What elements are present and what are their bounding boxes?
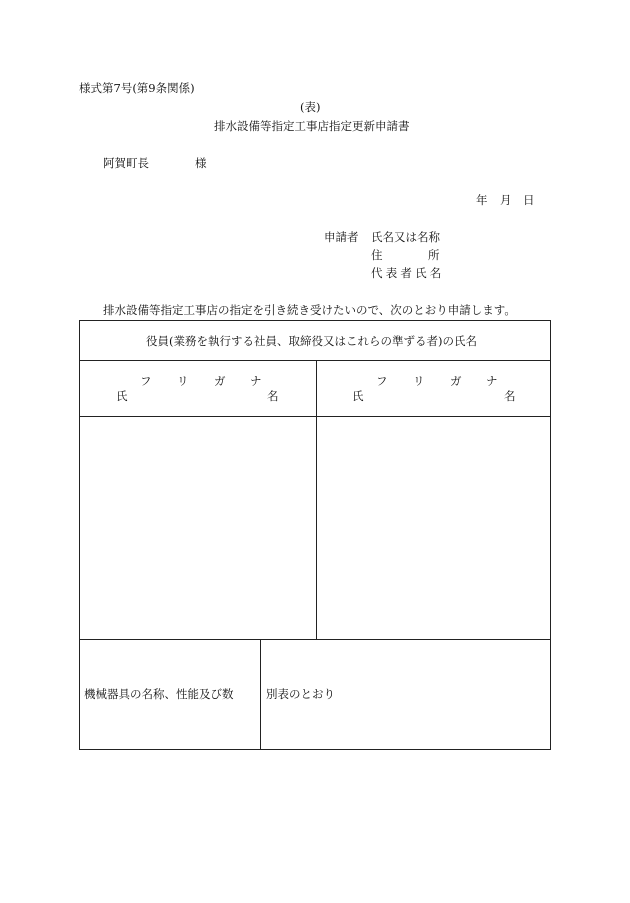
column-divider bbox=[260, 639, 261, 750]
name-label-left-2: 名 bbox=[267, 389, 279, 403]
furigana-label-left-4: ナ bbox=[250, 374, 262, 388]
furigana-label-right-4: ナ bbox=[486, 374, 498, 388]
furigana-label-right-3: ガ bbox=[450, 374, 462, 388]
statement: 排水設備等指定工事店の指定を引き続き受けたいので、次のとおり申請します。 bbox=[103, 303, 516, 317]
applicant-address-label-2: 所 bbox=[428, 248, 440, 262]
applicant-name-label: 氏名又は名称 bbox=[371, 230, 440, 244]
name-label-left-1: 氏 bbox=[116, 389, 128, 403]
furigana-label-left-1: フ bbox=[140, 374, 152, 388]
equipment-label: 機械器具の名称、性能及び数 bbox=[84, 687, 234, 701]
divider bbox=[80, 639, 550, 640]
applicant-representative-label: 代表者氏名 bbox=[371, 266, 445, 280]
name-label-right-1: 氏 bbox=[352, 389, 364, 403]
document-title: 排水設備等指定工事店指定更新申請書 bbox=[214, 119, 410, 133]
addressee-honorific: 様 bbox=[195, 156, 207, 170]
officers-table bbox=[79, 320, 551, 750]
furigana-label-right-2: リ bbox=[413, 374, 425, 388]
officers-header: 役員(業務を執行する社員、取締役又はこれらの準ずる者)の氏名 bbox=[146, 334, 477, 348]
form-number: 様式第7号(第9条関係) bbox=[79, 81, 195, 95]
date-day: 日 bbox=[523, 193, 535, 207]
officer-name-area-left[interactable] bbox=[80, 417, 316, 639]
divider bbox=[80, 360, 550, 361]
applicant-label: 申請者 bbox=[324, 230, 359, 244]
equipment-value: 別表のとおり bbox=[266, 687, 335, 701]
date-month: 月 bbox=[500, 193, 512, 207]
furigana-label-left-2: リ bbox=[177, 374, 189, 388]
name-label-right-2: 名 bbox=[504, 389, 516, 403]
officer-name-area-right[interactable] bbox=[317, 417, 551, 639]
furigana-label-left-3: ガ bbox=[214, 374, 226, 388]
furigana-label-right-1: フ bbox=[376, 374, 388, 388]
applicant-address-label-1: 住 bbox=[371, 248, 383, 262]
addressee-name: 阿賀町長 bbox=[103, 156, 149, 170]
date-year: 年 bbox=[476, 193, 488, 207]
side-label: (表) bbox=[300, 100, 321, 114]
